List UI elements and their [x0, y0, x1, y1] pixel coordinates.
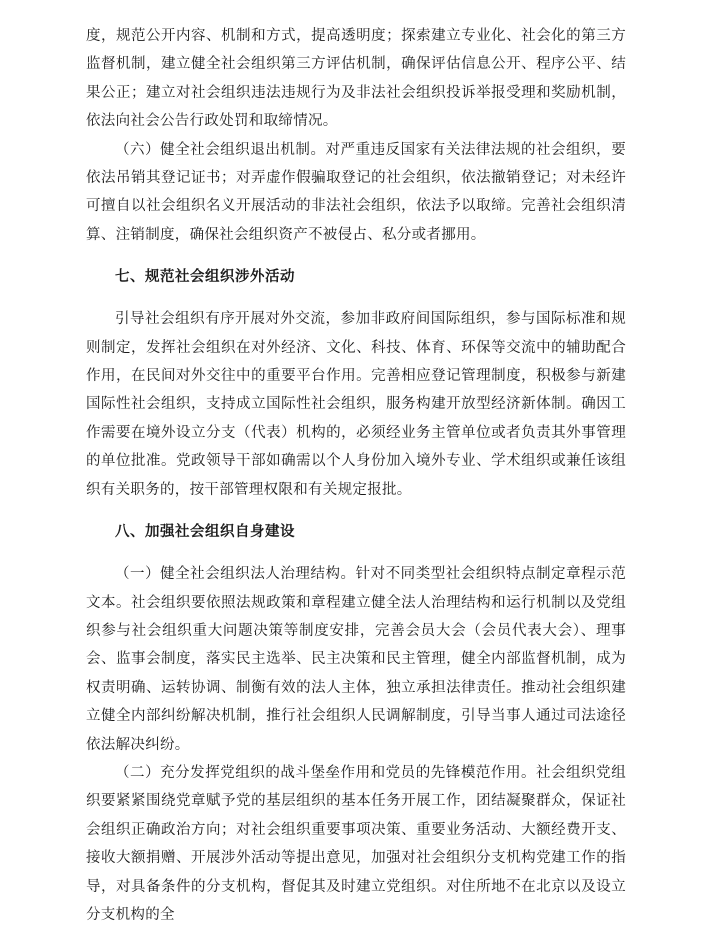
paragraph-exit-mechanism: （六）健全社会组织退出机制。对严重违反国家有关法律法规的社会组织，要依法吊销其登记证书；对弄虚作假骗取登记的社会组织，依法撤销登记；对未经许可擅自以社会组织名义开展活动的非法社会组织，依法予以取缔。完善社会组织清算、注销制度，确保社会组织资产不被侵占、私分或者挪用。: [86, 141, 626, 243]
paragraph-governance-structure: （一）健全社会组织法人治理结构。针对不同类型社会组织特点制定章程示范文本。社会组织要依照法规政策和章程建立健全法人治理结构和运行机制以及党组织参与社会组织重大问题决策等制度安排，完善会员大会（会员代表大会）、理事会、监事会制度，落实民主选举、民主决策和民主管理，健全内部监督机制，成为权责明确、运转协调、制衡有效的法人主体，独立承担法律责任。推动社会组织建立健全内部纠纷解决机制，推行社会组织人民调解制度，引导当事人通过司法途径依法解决纠纷。: [86, 566, 626, 753]
paragraph-party-organization: （二）充分发挥党组织的战斗堡垒作用和党员的先锋模范作用。社会组织党组织要紧紧围绕党章赋予党的基层组织的基本任务开展工作，团结凝聚群众，保证社会组织正确政治方向；对社会组织重要事项决策、重要业务活动、大额经费开支、接收大额捐赠、开展涉外活动等提出意见，加强对社会组织分支机构党建工作的指导，对具备条件的分支机构，督促其及时建立党组织。对住所地不在北京以及设立分支机构的全: [86, 764, 626, 923]
section-heading-7: 七、规范社会组织涉外活动: [115, 268, 295, 286]
paragraph-foreign-activities: 引导社会组织有序开展对外交流，参加非政府间国际组织，参与国际标准和规则制定，发挥社会组织在对外经济、文化、科技、体育、环保等交流中的辅助配合作用，在民间对外交往中的重要平台作用。完善相应登记管理制度，积极参与新建国际性社会组织，支持成立国际性社会组织，服务构建开放型经济新体制。确因工作需要在境外设立分支（代表）机构的，必须经业务主管单位或者负责其外事管理的单位批准。党政领导干部如确需以个人身份加入境外专业、学术组织或兼任该组织有关职务的，按干部管理权限和有关规定报批。: [86, 311, 626, 498]
section-heading-8: 八、加强社会组织自身建设: [115, 523, 295, 541]
paragraph-transparency: 度，规范公开内容、机制和方式，提高透明度；探索建立专业化、社会化的第三方监督机制，建立健全社会组织第三方评估机制，确保评估信息公开、程序公平、结果公正；建立对社会组织违法违规行为及非法社会组织投诉举报受理和奖励机制，依法向社会公告行政处罚和取缔情况。: [86, 28, 626, 130]
document-page: [86, 22, 626, 929]
